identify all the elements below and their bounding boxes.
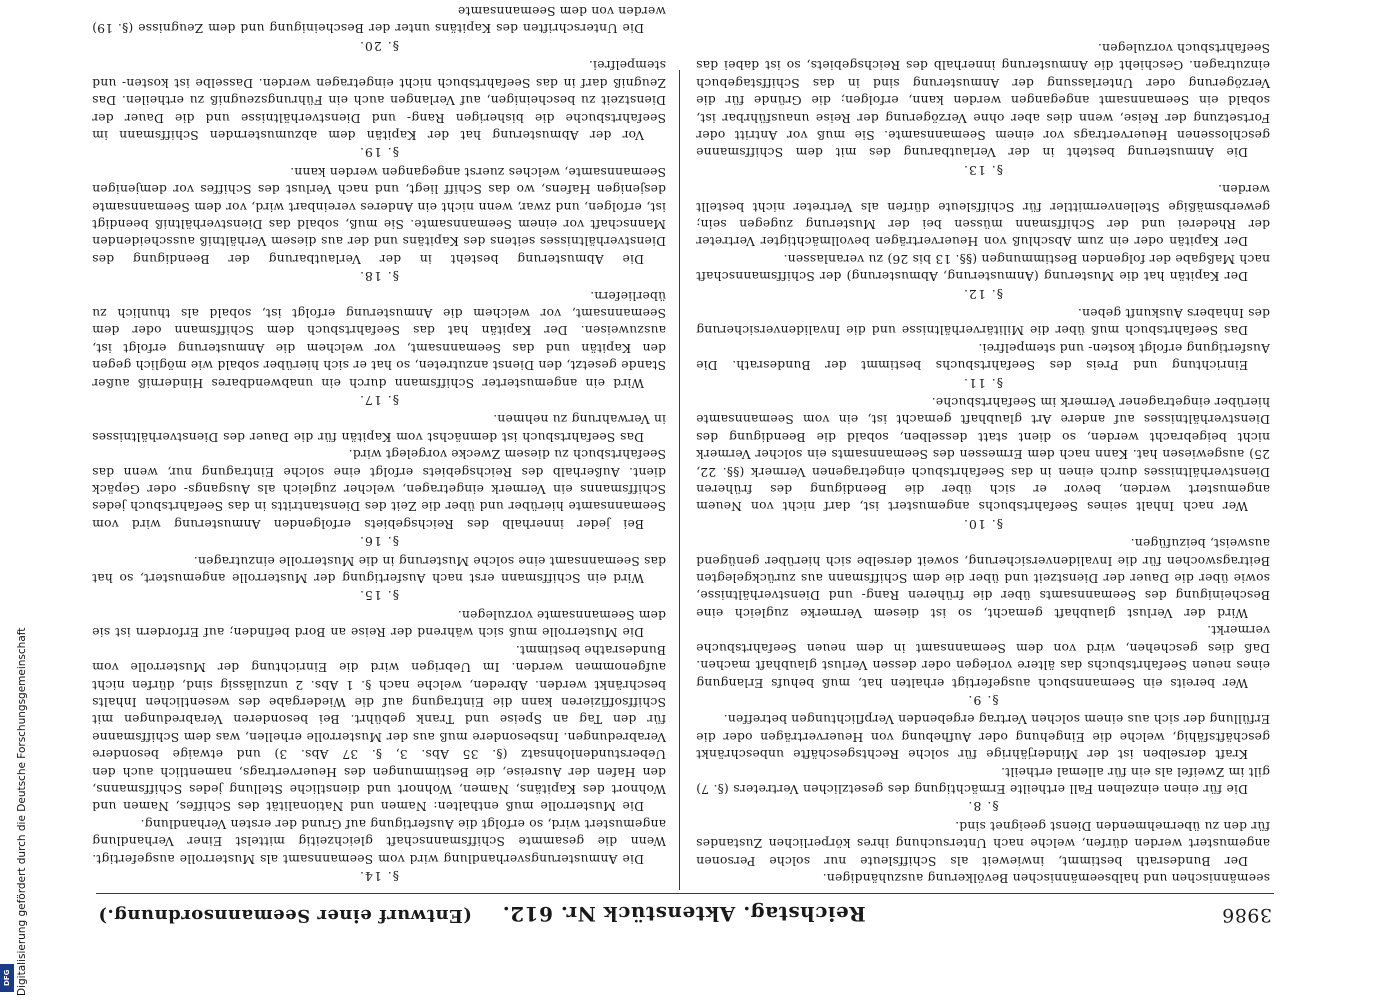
paragraph: Kraft derselben ist der Minderjährige für solche Rechtsgeschäfte unbeschränkt geschäftsfähig, welche die Eingehung oder Aufhebung von Heuerverträgen oder die Erfüllung der sich aus einem solchen Vertrag ergebenden Verpflichtungen betreffen.	[696, 712, 1270, 762]
paragraph: Wird ein angemusterter Schiffsmann durch ein unabwendbares Hinderniß außer Stande gesetzt, den Dienst anzutreten, so hat er sich hierüber sobald wie möglich gegen den Kapitän und das Seemannsamt, vor welchem die Anmusterung erfolgt ist, auszuweisen. Der Kapitän hat das Seefahrtsbuch dem Schiffsmann oder dem Seemannsamt, vor welchem die Anmusterung erfolgt ist, sobald als thunlich zu überliefern.	[92, 288, 666, 390]
left-column	[696, 39, 1270, 887]
paragraph: Bei jeder innerhalb des Reichsgebiets erfolgenden Anmusterung wird vom Seemannsamte hierüber und über die Zeit des Dienstantritts in das Seefahrtsbuch jedes Schiffsmanns ein Vermerk eingetragen, welcher zugleich als Ausgangs- oder Gepäck dient. Außerhalb des Reichsgebiets erfolgt eine solche Eintragung nur, wenn das Seefahrtsbuch zu diesem Zwecke vorgelegt wird.	[92, 447, 666, 531]
digitization-note-text: Digitalisierung gefördert durch die Deutsche Forschungsgemeinschaft	[16, 627, 28, 996]
paragraph: Die Anmusterung besteht in der Verlautbarung des mit dem Schiffsmanne geschlossenen Heuervertrags vor einem Seemannsamte. Sie muß vor Antritt oder Fortsetzung der Reise, wenn dies aber ohne Verzögerung der Reise unausführbar ist, sobald ein Seemannsamt angegangen werden kann, erfolgen; die Gründe für die Verzögerung oder Unterlassung der Anmusterung sind in das Schiffstagebuch einzutragen. Geschieht die Anmusterung innerhalb des Reichsgebiets, so ist dabei das Seefahrtsbuch vorzulegen.	[696, 40, 1270, 160]
paragraph: Vor der Abmusterung hat der Kapitän dem abzumusternden Schiffsmann im Seefahrtsbuche die bisherigen Rang- und Dienstverhältnisse und die Dauer der Dienstzeit zu bescheinigen, auf Verlangen auch ein Führungszeugniß zu ertheilen. Das Zeugniß darf in das Seefahrtsbuch nicht eingetragen werden. Dasselbe ist kosten- und stempelfrei.	[92, 58, 666, 142]
section-heading: §. 12.	[962, 286, 1004, 302]
paragraph: Wird ein Schiffsmann erst nach Ausfertigung der Musterrolle angemustert, so hat das Seemannsamt eine solche Musterung in die Musterrolle einzutragen.	[92, 553, 666, 586]
paragraph: Die Unterschriften des Kapitäns unter der Bescheinigung und dem Zeugnisse (§. 19) werden von dem Seemannsamte	[92, 4, 666, 36]
document-subtitle: (Entwurf einer Seemannsordnung.)	[98, 905, 472, 926]
dfg-logo: DFG	[0, 964, 14, 992]
section-heading: §. 19.	[358, 145, 400, 161]
paragraph: Die Anmusterungsverhandlung wird vom Seemannsamt als Musterrolle ausgefertigt. Wenn die gesammte Schiffsmannschaft gleichzeitig mittelst Einer Verhandlung angemustert wird, so erfolgt die Ausfertigung auf Grund der ersten Verhandlung.	[92, 816, 666, 866]
digitization-note	[2, 10, 28, 996]
section-heading: §. 13.	[962, 162, 1004, 178]
scanned-page	[92, 4, 1274, 930]
paragraph: Der Kapitän oder ein zum Abschluß von Heuerverträgen bevollmächtigter Vertreter der Rhederei und der Schiffsmann müssen bei der Musterung zugegen sein; gewerbsmäßige Stellenvermittler für Schiffsleute dürfen als Vertreter nicht bestellt werden.	[696, 182, 1270, 249]
paragraph: Das Seefahrtsbuch ist demnächst vom Kapitän für die Dauer des Dienstverhältnisses in Verwahrung zu nehmen.	[92, 412, 666, 444]
paragraph: Der Kapitän hat die Musterung (Anmusterung, Abmusterung) der Schiffsmannschaft nach Maßgabe der folgenden Bestimmungen (§§. 13 bis 26) zu veranlassen.	[696, 251, 1270, 284]
page-number: 3986	[1221, 904, 1272, 926]
paragraph: Einrichtung und Preis des Seefahrtsbuchs bestimmt der Bundesrath. Die Ausfertigung erfolgt kosten- und stempelfrei.	[696, 340, 1270, 373]
paragraph: Der Bundesrath bestimmt, inwieweit als Schiffsleute nur solche Personen angemustert werden dürfen, welche nach Untersuchung ihres körperlichen Zustandes für den zu übernehmenden Dienst geeignet sind.	[696, 818, 1270, 868]
paragraph: Die Abmusterung besteht in der Verlautbarung der Beendigung des Dienstverhältnisses seitens des Kapitäns und der aus diesem Verhältniß ausscheidenden Mannschaft vor einem Seemannsamte. Sie muß, sobald das Dienstverhältniß beendigt ist, erfolgen, und zwar, wenn nicht ein Anderes vereinbart wird, vor dem Seemannsamte desjenigen Hafens, wo das Schiff liegt, und nach Verlust des Schiffes vor demjenigen Seemannsamte, welches zuerst angegangen werden kann.	[92, 164, 666, 266]
paragraph: Wer nach Inhalt seines Seefahrtsbuchs angemustert ist, darf nicht von Neuem angemustert werden, bevor er sich über die Beendigung des früheren Dienstverhältnisses durch einen in das Seefahrtsbuch eingetragenen Vermerk (§§. 22, 25) ausgewiesen hat. Kann nach dem Ermessen des Seemannsamts ein solcher Vermerk nicht beigebracht werden, so dient statt desselben, sobald die Beendigung des Dienstverhältnisses auf andere Art glaubhaft gemacht ist, ein vom Seemannsamte hierüber eingetragener Vermerk im Seefahrtsbuche.	[696, 395, 1270, 514]
paragraph: seemännischen und halbseemännischen Bevölkerung auszuhändigen.	[822, 871, 1270, 885]
right-column	[92, 2, 666, 886]
page-header	[96, 896, 1274, 930]
section-heading: §. 14.	[358, 869, 400, 884]
paragraph: Die Musterrolle muß sich während der Reise an Bord befinden; auf Erfordern ist sie dem Seemannsamte vorzulegen.	[92, 607, 666, 640]
header-rule	[96, 893, 1274, 894]
section-heading: §. 9.	[967, 692, 999, 708]
section-heading: §. 16.	[358, 534, 400, 550]
section-heading: §. 18.	[358, 269, 400, 285]
paragraph: Wer bereits ein Seemannsbuch ausgefertigt erhalten hat, muß behufs Erlangung eines neuen Seefahrtsbuchs das ältere vorlegen oder dessen Verlust glaubhaft machen. Daß dies geschehen, wird von dem Seemannsamt in dem neuen Seefahrtsbuche vermerkt.	[696, 623, 1270, 690]
section-heading: §. 11.	[962, 375, 1004, 391]
document-title: Reichstag. Aktenstück Nr. 612.	[502, 902, 866, 926]
section-heading: §. 8.	[967, 799, 999, 815]
paragraph: Die für einen einzelnen Fall ertheilte Ermächtigung des gesetzlichen Vertreters (§. 7) gilt im Zweifel als ein für allemal ertheilt.	[696, 764, 1270, 796]
section-heading: §. 17.	[358, 393, 400, 409]
paragraph: Die Musterrolle muß enthalten: Namen und Nationalität des Schiffes, Namen und Wohnort des Kapitäns, Namen, Wohnort und dienstliche Stellung jedes Schiffsmanns, den Hafen der Ausreise, die Bestimmungen des Heuervertrags, namentlich auch den Ueberstundenlohnsatz (§. 35 Abs. 3, §. 37 Abs. 3) und etwaige besondere Verabredungen. Insbesondere muß aus der Musterrolle erhellen, was dem Schiffsmanne für den Tag an Speise und Trank gebührt. Bei besonderen Verabredungen mit Schiffsoffizieren kann die Eintragung auf die Wiedergabe des wesentlichen Inhalts beschränkt werden. Abreden, welche nach §. 1 Abs. 2 unzulässig sind, dürfen nicht aufgenommen werden. Im Uebrigen wird die Einrichtung der Musterrolle vom Bundesrathe bestimmt.	[92, 642, 666, 814]
column-divider	[679, 70, 680, 890]
paragraph: Wird der Verlust glaubhaft gemacht, so ist diesem Vermerke zugleich eine Bescheinigung des Seemannsamts über die früheren Rang- und Dienstverhältnisse, sowie über die Dauer der Dienstzeit und über die dem Schiffsmann aus zurückgelegten Beitragswochen für die Invalidenversicherung, soweit derselbe sich hierüber genügend ausweist, beizufügen.	[696, 536, 1270, 620]
section-heading: §. 20.	[358, 38, 400, 54]
section-heading: §. 10.	[962, 516, 1004, 532]
paragraph: Das Seefahrtsbuch muß über die Militärverhältnisse und die Invalidenversicherung des Inhabers Auskunft geben.	[696, 306, 1270, 338]
section-heading: §. 15.	[358, 588, 400, 604]
